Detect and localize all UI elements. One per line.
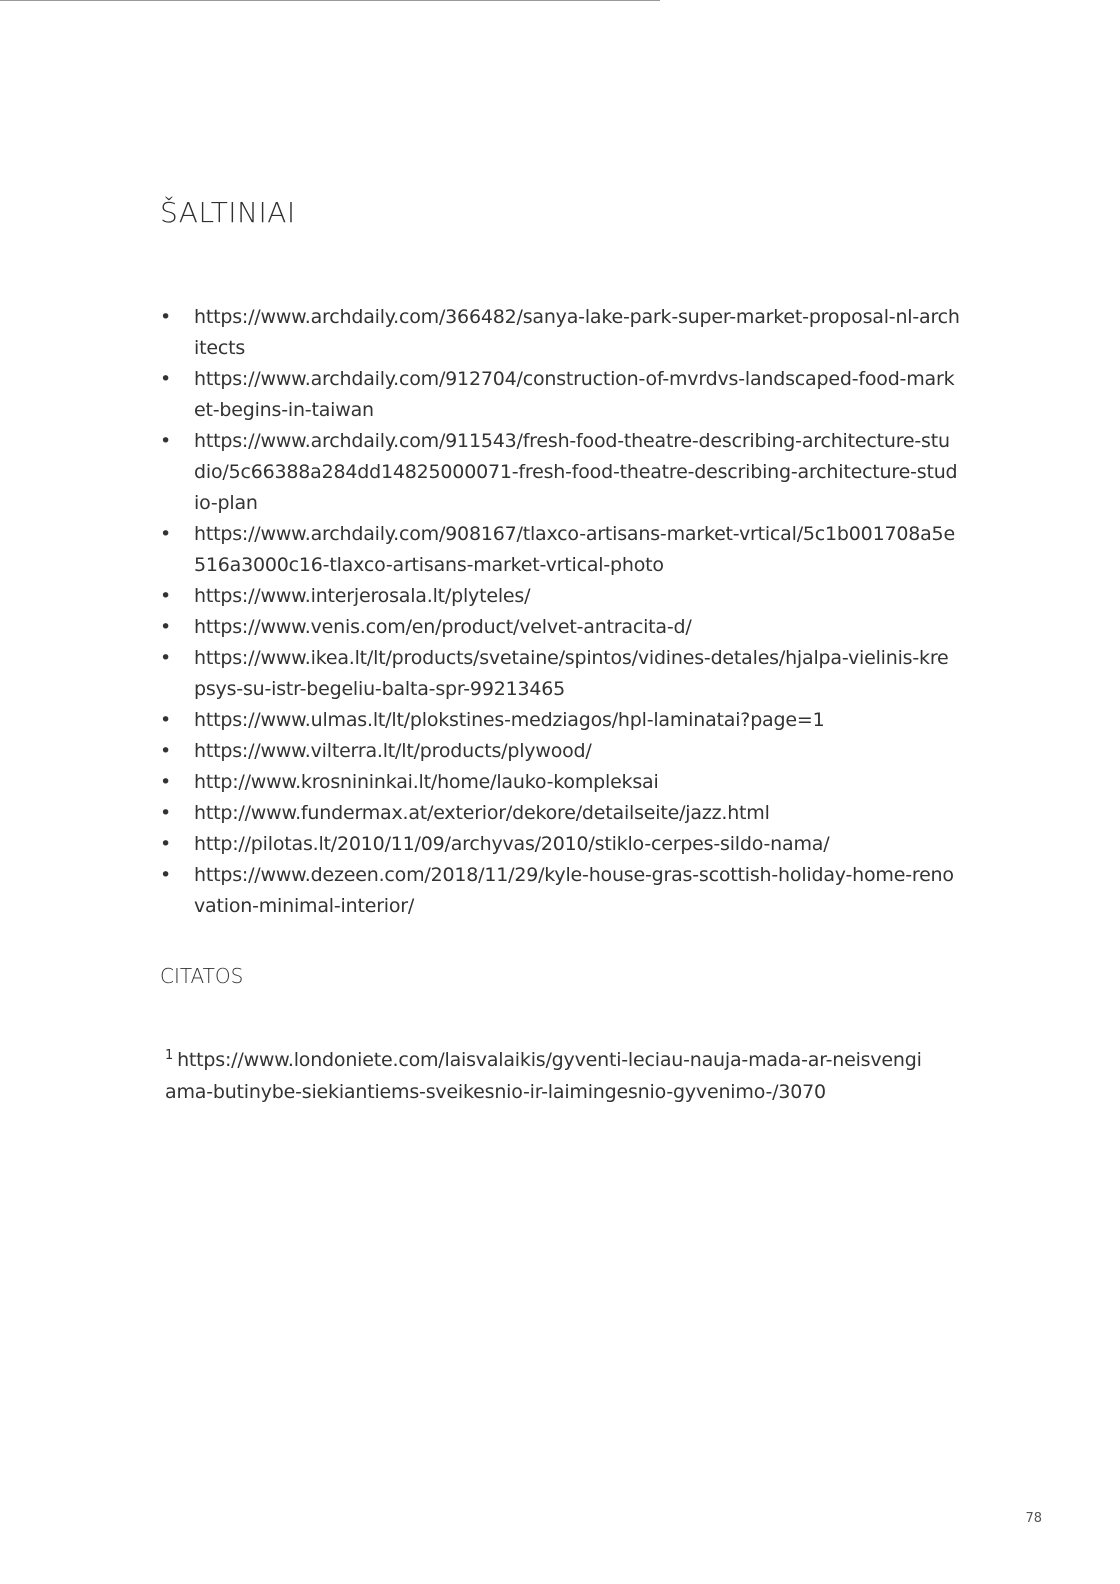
bullet: • bbox=[160, 864, 172, 886]
bullet: • bbox=[160, 802, 172, 824]
list-item bbox=[160, 302, 960, 364]
top-rule bbox=[0, 0, 660, 1]
list-item bbox=[160, 612, 960, 643]
source-link[interactable]: https://www.archdaily.com/912704/construction-of-mvrdvs-landscaped-food-market-begins-in-taiwan bbox=[194, 368, 955, 421]
footnote-number: 1 bbox=[165, 1048, 174, 1063]
bullet: • bbox=[160, 368, 172, 390]
source-link[interactable]: https://www.venis.com/en/product/velvet-antracita-d/ bbox=[194, 616, 692, 638]
source-link[interactable]: http://www.fundermax.at/exterior/dekore/detailseite/jazz.html bbox=[194, 802, 770, 824]
source-link[interactable]: https://www.ikea.lt/lt/products/svetaine/spintos/vidines-detales/hjalpa-vielinis-krepsys-su-istr-begeliu-balta-spr-99213465 bbox=[194, 647, 949, 700]
sources-list bbox=[160, 302, 960, 922]
list-item bbox=[160, 767, 960, 798]
source-link[interactable]: https://www.archdaily.com/366482/sanya-lake-park-super-market-proposal-nl-architects bbox=[194, 306, 960, 359]
source-link[interactable]: https://www.interjerosala.lt/plyteles/ bbox=[194, 585, 531, 607]
bullet: • bbox=[160, 523, 172, 545]
list-item bbox=[160, 581, 960, 612]
bullet: • bbox=[160, 647, 172, 669]
citation bbox=[165, 1044, 925, 1108]
page-number: 78 bbox=[1025, 1511, 1042, 1526]
source-link[interactable]: https://www.vilterra.lt/lt/products/plywood/ bbox=[194, 740, 592, 762]
source-link[interactable]: https://www.archdaily.com/911543/fresh-food-theatre-describing-architecture-studio/5c66388a284dd14825000071-fresh-food-theatre-describing-architecture-studio-plan bbox=[194, 430, 958, 514]
list-item bbox=[160, 829, 960, 860]
source-link[interactable]: http://pilotas.lt/2010/11/09/archyvas/2010/stiklo-cerpes-sildo-nama/ bbox=[194, 833, 830, 855]
list-item bbox=[160, 364, 960, 426]
page-title: ŠALTINIAI bbox=[160, 196, 296, 229]
list-item bbox=[160, 860, 960, 922]
bullet: • bbox=[160, 585, 172, 607]
list-item bbox=[160, 519, 960, 581]
bullet: • bbox=[160, 709, 172, 731]
list-item bbox=[160, 705, 960, 736]
bullet: • bbox=[160, 430, 172, 452]
list-item bbox=[160, 426, 960, 519]
list-item bbox=[160, 798, 960, 829]
bullet: • bbox=[160, 306, 172, 328]
source-link[interactable]: https://www.ulmas.lt/lt/plokstines-medziagos/hpl-laminatai?page=1 bbox=[194, 709, 825, 731]
bullet: • bbox=[160, 616, 172, 638]
citation-link[interactable]: https://www.londoniete.com/laisvalaikis/gyventi-leciau-nauja-mada-ar-neisvengiama-butinybe-siekiantiems-sveikesnio-ir-laimingesnio-gyvenimo-/3070 bbox=[165, 1049, 922, 1103]
source-link[interactable]: http://www.krosnininkai.lt/home/lauko-kompleksai bbox=[194, 771, 659, 793]
source-link[interactable]: https://www.dezeen.com/2018/11/29/kyle-house-gras-scottish-holiday-home-renovation-minimal-interior/ bbox=[194, 864, 954, 917]
bullet: • bbox=[160, 740, 172, 762]
bullet: • bbox=[160, 833, 172, 855]
list-item bbox=[160, 736, 960, 767]
citations-title: CITATOS bbox=[160, 964, 244, 988]
list-item bbox=[160, 643, 960, 705]
bullet: • bbox=[160, 771, 172, 793]
source-link[interactable]: https://www.archdaily.com/908167/tlaxco-artisans-market-vrtical/5c1b001708a5e516a3000c16-tlaxco-artisans-market-vrtical-photo bbox=[194, 523, 955, 576]
